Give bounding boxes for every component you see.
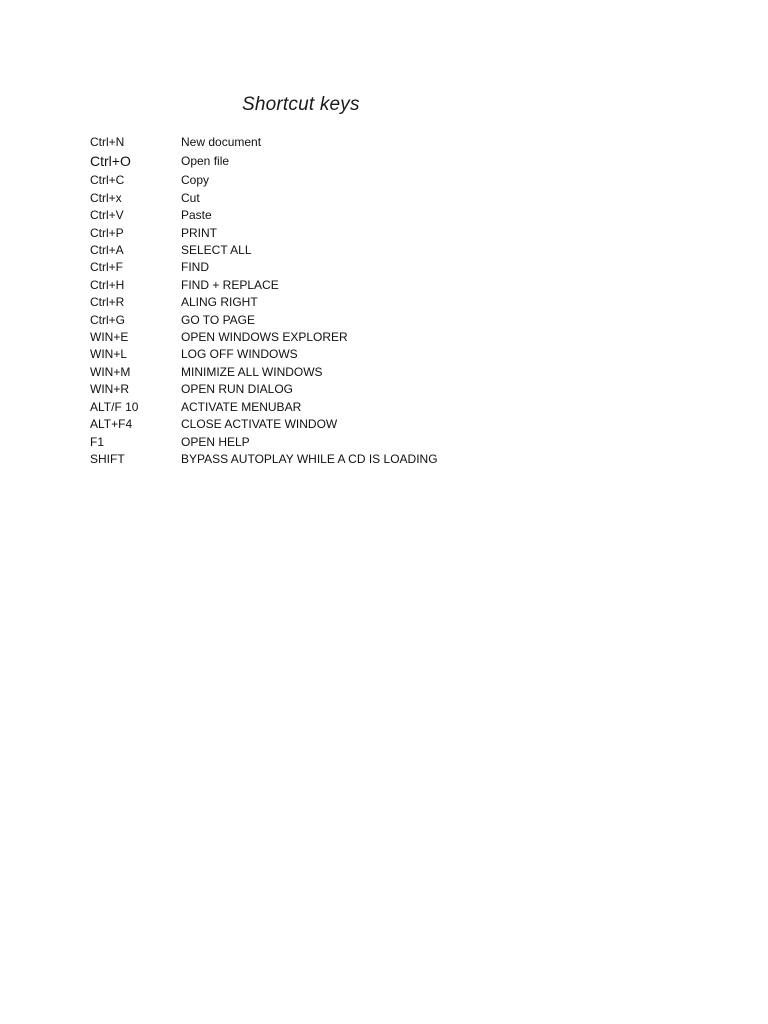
- shortcut-action: Cut: [181, 190, 200, 205]
- shortcut-action: FIND: [181, 260, 209, 275]
- shortcut-key: Ctrl+N: [90, 135, 125, 149]
- shortcut-action: LOG OFF WINDOWS: [181, 347, 298, 362]
- shortcut-key: Ctrl+F: [90, 260, 123, 275]
- shortcut-action: GO TO PAGE: [181, 312, 256, 327]
- table-row: [90, 416, 438, 433]
- shortcut-action: OPEN HELP: [181, 434, 250, 449]
- shortcut-action: CLOSE ACTIVATE WINDOW: [181, 417, 338, 432]
- table-row: [90, 207, 438, 224]
- shortcut-action: Copy: [181, 173, 210, 188]
- shortcut-key: F1: [90, 434, 105, 449]
- table-row: [90, 364, 438, 381]
- shortcut-action: OPEN WINDOWS EXPLORER: [181, 330, 348, 345]
- table-row: [90, 225, 438, 242]
- shortcut-action: ACTIVATE MENUBAR: [181, 399, 302, 414]
- table-row: [90, 134, 438, 151]
- table-row: [90, 312, 438, 329]
- table-row: [90, 242, 438, 259]
- shortcut-key: Ctrl+O: [90, 153, 131, 170]
- table-row: [90, 294, 438, 311]
- shortcut-action: FIND + REPLACE: [181, 277, 279, 292]
- table-row: [90, 434, 438, 451]
- shortcut-key: WIN+R: [90, 382, 129, 397]
- table-row: [90, 346, 438, 363]
- table-row: [90, 399, 438, 416]
- shortcut-key: WIN+M: [90, 364, 131, 379]
- page-title: Shortcut keys: [242, 94, 360, 115]
- shortcut-key: Ctrl+R: [90, 295, 125, 310]
- shortcut-key: Ctrl+x: [90, 190, 122, 205]
- shortcut-key: Ctrl+G: [90, 312, 126, 327]
- shortcut-key: Ctrl+H: [90, 277, 125, 292]
- shortcut-action: ALING RIGHT: [181, 295, 258, 310]
- shortcut-action: MINIMIZE ALL WINDOWS: [181, 364, 323, 379]
- shortcut-key: ALT+F4: [90, 417, 133, 432]
- table-row: [90, 381, 438, 398]
- table-row: [90, 259, 438, 276]
- shortcut-action: BYPASS AUTOPLAY WHILE A CD IS LOADING: [181, 451, 438, 466]
- shortcut-action: Paste: [181, 208, 212, 223]
- table-row: [90, 329, 438, 346]
- shortcut-key: Ctrl+A: [90, 243, 124, 258]
- table-row: [90, 190, 438, 207]
- shortcut-key: WIN+E: [90, 330, 129, 345]
- table-row: [90, 277, 438, 294]
- table-row: [90, 451, 438, 468]
- shortcut-action: OPEN RUN DIALOG: [181, 382, 294, 397]
- shortcut-action: SELECT ALL: [181, 243, 252, 258]
- shortcut-action: New document: [181, 135, 262, 149]
- shortcut-table: [90, 134, 438, 468]
- shortcut-key: Ctrl+C: [90, 173, 125, 188]
- shortcut-key: WIN+L: [90, 347, 128, 362]
- table-row: [90, 172, 438, 189]
- shortcut-key: Ctrl+P: [90, 225, 124, 240]
- table-row: [90, 151, 438, 172]
- shortcut-action: PRINT: [181, 225, 217, 240]
- shortcut-key: Ctrl+V: [90, 208, 124, 223]
- shortcut-key: SHIFT: [90, 451, 125, 466]
- shortcut-key: ALT/F 10: [90, 399, 139, 414]
- shortcut-action: Open file: [181, 154, 230, 169]
